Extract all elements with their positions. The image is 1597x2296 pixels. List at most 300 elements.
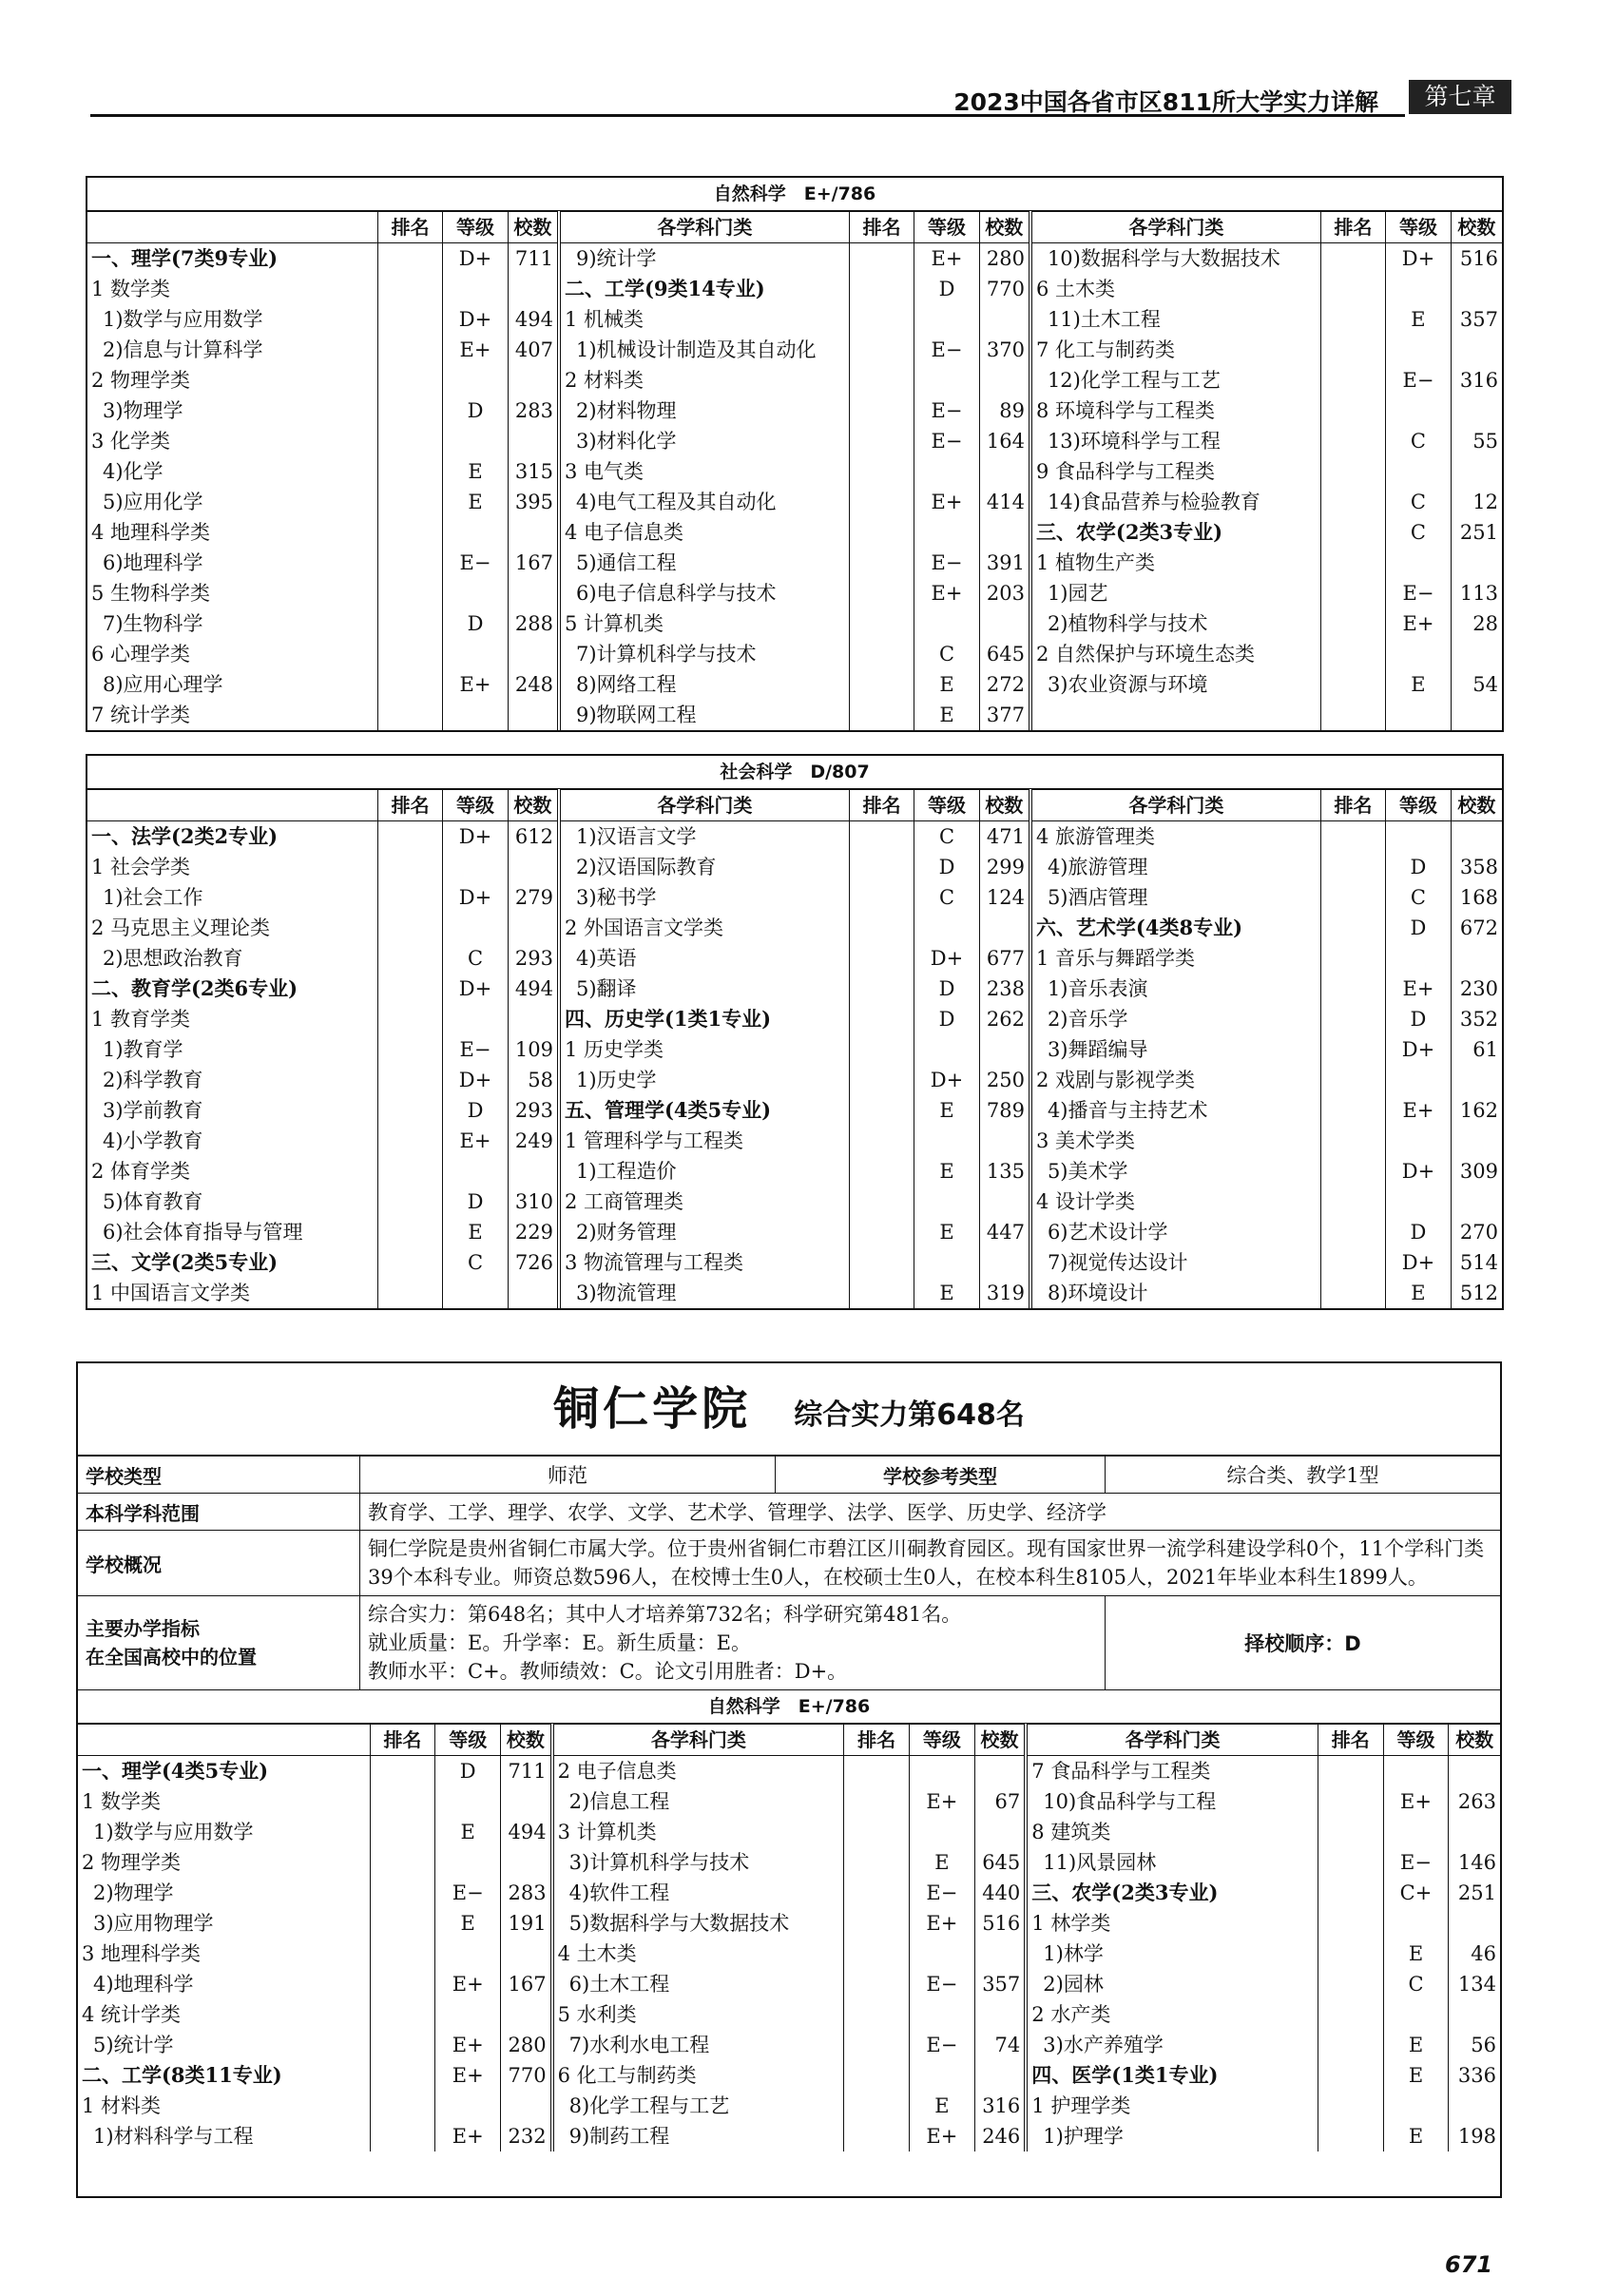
count-cell: 288 bbox=[508, 608, 559, 639]
rank-cell bbox=[1318, 1969, 1383, 1999]
subject-cell: 8)环境设计 bbox=[1030, 1278, 1320, 1308]
choice-order: 择校顺序：D bbox=[1106, 1596, 1501, 1690]
rank-cell bbox=[377, 669, 442, 700]
rank-cell bbox=[849, 274, 914, 304]
rank-cell bbox=[1320, 396, 1385, 426]
table-body bbox=[87, 243, 1502, 731]
count-cell: 357 bbox=[1451, 304, 1502, 335]
rank-cell bbox=[849, 1247, 914, 1278]
level-cell bbox=[914, 608, 979, 639]
rank-cell bbox=[1320, 1156, 1385, 1187]
count-cell bbox=[1449, 1756, 1500, 1787]
subject-cell: 12)化学工程与工艺 bbox=[1030, 365, 1320, 396]
rank-cell bbox=[377, 1278, 442, 1308]
table-header-row bbox=[78, 1725, 1500, 1756]
subject-cell: 4)地理科学 bbox=[93, 1973, 194, 1996]
subject-cell: 三、农学(2类3专业) bbox=[1030, 517, 1320, 548]
rank-cell bbox=[370, 1847, 435, 1878]
subject-cell: 7 统计学类 bbox=[91, 704, 191, 726]
col-header-rank: 排名 bbox=[1320, 212, 1385, 243]
level-cell: E bbox=[909, 2091, 974, 2121]
rank-cell bbox=[1320, 487, 1385, 517]
count-cell: 238 bbox=[979, 974, 1030, 1004]
level-cell: E− bbox=[914, 548, 979, 578]
count-cell: 191 bbox=[501, 1908, 552, 1939]
table-row bbox=[78, 1939, 1500, 1969]
rank-cell bbox=[1320, 548, 1385, 578]
count-cell: 280 bbox=[501, 2030, 552, 2060]
rank-cell bbox=[377, 548, 442, 578]
count-cell bbox=[501, 1786, 552, 1817]
table-header-row bbox=[87, 790, 1502, 821]
ref-type-label: 学校参考类型 bbox=[776, 1457, 1106, 1494]
subject-cell: 2)科学教育 bbox=[103, 1069, 203, 1091]
col-header-level: 等级 bbox=[914, 212, 979, 243]
indicator-label-line: 在全国高校中的位置 bbox=[86, 1646, 257, 1669]
level-cell bbox=[909, 2060, 974, 2091]
rank-cell bbox=[1320, 274, 1385, 304]
count-cell: 293 bbox=[508, 1095, 559, 1126]
subject-cell: 2 自然保护与环境生态类 bbox=[1030, 639, 1320, 669]
subject-cell: 4)英语 bbox=[559, 943, 849, 974]
subject-cell: 5)应用化学 bbox=[103, 491, 203, 513]
rank-cell bbox=[849, 700, 914, 730]
count-cell: 55 bbox=[1451, 426, 1502, 456]
subject-cell: 14)食品营养与检验教育 bbox=[1030, 487, 1320, 517]
col-header-rank: 排名 bbox=[849, 790, 914, 821]
subject-cell: 3)水产养殖学 bbox=[1026, 2030, 1318, 2060]
subject-cell: 2 工商管理类 bbox=[559, 1187, 849, 1217]
table-row bbox=[87, 1278, 1502, 1308]
rank-cell bbox=[1318, 1939, 1383, 1969]
level-cell bbox=[909, 1756, 974, 1787]
level-cell: E− bbox=[435, 1878, 501, 1908]
subject-cell: 1)园艺 bbox=[1030, 578, 1320, 608]
rank-cell bbox=[1320, 1095, 1385, 1126]
count-cell: 440 bbox=[974, 1878, 1026, 1908]
count-cell: 315 bbox=[508, 456, 559, 487]
table-row bbox=[78, 1999, 1500, 2030]
subject-cell: 2 水产类 bbox=[1026, 1999, 1318, 2030]
rank-cell bbox=[377, 243, 442, 275]
level-cell: D bbox=[1386, 1217, 1451, 1247]
rank-cell bbox=[1320, 852, 1385, 882]
subject-cell: 7 化工与制药类 bbox=[1030, 335, 1320, 365]
level-cell bbox=[1386, 274, 1451, 304]
level-cell bbox=[443, 274, 508, 304]
count-cell bbox=[501, 1847, 552, 1878]
count-cell: 512 bbox=[1451, 1278, 1502, 1308]
rank-cell bbox=[849, 669, 914, 700]
count-cell bbox=[974, 1756, 1026, 1787]
count-cell: 167 bbox=[501, 1969, 552, 1999]
subject-cell: 二、工学(8类11专业) bbox=[82, 2063, 282, 2087]
level-cell: E bbox=[1383, 2060, 1449, 2091]
count-cell: 232 bbox=[501, 2121, 552, 2151]
count-cell: 352 bbox=[1451, 1004, 1502, 1034]
indicator-line: 综合实力：第648名；其中人才培养第732名；科学研究第481名。 bbox=[368, 1603, 962, 1626]
subject-cell: 三、文学(2类5专业) bbox=[91, 1250, 279, 1274]
count-cell bbox=[508, 1156, 559, 1187]
level-cell: E bbox=[909, 1847, 974, 1878]
indicator-label bbox=[78, 1596, 360, 1690]
count-cell: 162 bbox=[1451, 1095, 1502, 1126]
count-cell bbox=[501, 2091, 552, 2121]
rank-cell bbox=[1318, 1999, 1383, 2030]
rank-cell bbox=[377, 578, 442, 608]
subject-cell: 1 音乐与舞蹈学类 bbox=[1030, 943, 1320, 974]
count-cell bbox=[508, 517, 559, 548]
subject-cell: 9 食品科学与工程类 bbox=[1030, 456, 1320, 487]
level-cell bbox=[443, 517, 508, 548]
subject-cell: 2 戏剧与影视学类 bbox=[1030, 1065, 1320, 1095]
rank-cell bbox=[849, 335, 914, 365]
rank-cell bbox=[844, 1969, 910, 1999]
count-cell: 645 bbox=[979, 639, 1030, 669]
table-row bbox=[87, 335, 1502, 365]
count-cell: 672 bbox=[1451, 913, 1502, 943]
count-cell: 229 bbox=[508, 1217, 559, 1247]
count-cell bbox=[508, 1004, 559, 1034]
table-row bbox=[78, 2091, 1500, 2121]
level-cell: E bbox=[914, 1278, 979, 1308]
level-cell: D bbox=[914, 852, 979, 882]
count-cell: 270 bbox=[1451, 1217, 1502, 1247]
count-cell bbox=[508, 578, 559, 608]
count-cell: 414 bbox=[979, 487, 1030, 517]
rank-cell bbox=[1318, 2030, 1383, 2060]
col-header-subject: 各学科门类 bbox=[559, 790, 849, 821]
count-cell: 726 bbox=[508, 1247, 559, 1278]
subject-cell: 1 社会学类 bbox=[91, 856, 191, 878]
count-cell bbox=[979, 456, 1030, 487]
rank-cell bbox=[1320, 639, 1385, 669]
rank-cell bbox=[1318, 1908, 1383, 1939]
level-cell: E+ bbox=[435, 1969, 501, 1999]
subject-cell: 7)水利水电工程 bbox=[552, 2030, 844, 2060]
table-row bbox=[87, 669, 1502, 700]
subject-cell: 一、理学(4类5专业) bbox=[82, 1759, 269, 1783]
rank-cell bbox=[844, 1847, 910, 1878]
count-cell: 113 bbox=[1451, 578, 1502, 608]
subject-cell: 1)机械设计制造及其自动化 bbox=[559, 335, 849, 365]
count-cell bbox=[979, 304, 1030, 335]
subject-cell: 2)植物科学与技术 bbox=[1030, 608, 1320, 639]
subject-cell: 2 物理学类 bbox=[82, 1851, 182, 1874]
level-cell: D bbox=[1386, 1004, 1451, 1034]
rank-cell bbox=[849, 882, 914, 913]
count-cell bbox=[974, 1939, 1026, 1969]
count-cell: 89 bbox=[979, 396, 1030, 426]
subject-cell: 5)数据科学与大数据技术 bbox=[552, 1908, 844, 1939]
subject-cell: 3)舞蹈编导 bbox=[1030, 1034, 1320, 1065]
count-cell: 516 bbox=[974, 1908, 1026, 1939]
subject-cell: 4)软件工程 bbox=[552, 1878, 844, 1908]
rank-cell bbox=[377, 1187, 442, 1217]
count-cell: 262 bbox=[979, 1004, 1030, 1034]
subject-cell: 6 心理学类 bbox=[91, 643, 191, 666]
table-row bbox=[87, 304, 1502, 335]
rank-cell bbox=[849, 456, 914, 487]
indicator-values bbox=[360, 1596, 1106, 1690]
count-cell: 316 bbox=[1451, 365, 1502, 396]
subject-cell: 5)体育教育 bbox=[103, 1190, 203, 1213]
level-cell bbox=[443, 1156, 508, 1187]
rank-cell bbox=[377, 608, 442, 639]
subject-cell: 5 生物科学类 bbox=[91, 582, 211, 605]
subject-cell: 三、农学(2类3专业) bbox=[1026, 1878, 1318, 1908]
rank-cell bbox=[377, 882, 442, 913]
count-cell: 711 bbox=[501, 1756, 552, 1787]
level-cell: E+ bbox=[443, 335, 508, 365]
col-header-count: 校数 bbox=[508, 790, 559, 821]
subject-cell: 1)历史学 bbox=[559, 1065, 849, 1095]
count-cell bbox=[1451, 1126, 1502, 1156]
rank-cell bbox=[377, 487, 442, 517]
level-cell bbox=[443, 578, 508, 608]
table-row bbox=[87, 821, 1502, 853]
level-cell bbox=[914, 913, 979, 943]
subject-cell: 1)音乐表演 bbox=[1030, 974, 1320, 1004]
table-row bbox=[87, 1095, 1502, 1126]
level-cell: D+ bbox=[1386, 1247, 1451, 1278]
subject-cell: 3 计算机类 bbox=[552, 1817, 844, 1847]
level-cell: E+ bbox=[435, 2121, 501, 2151]
rank-cell bbox=[377, 304, 442, 335]
subject-cell: 1 中国语言文学类 bbox=[91, 1282, 251, 1304]
col-header-count: 校数 bbox=[1449, 1725, 1500, 1756]
count-cell: 251 bbox=[1451, 517, 1502, 548]
table-row bbox=[87, 1126, 1502, 1156]
table-row bbox=[87, 243, 1502, 275]
count-cell: 293 bbox=[508, 943, 559, 974]
subject-cell: 1)汉语言文学 bbox=[559, 821, 849, 853]
subject-cell: 2)音乐学 bbox=[1030, 1004, 1320, 1034]
rank-cell bbox=[370, 2121, 435, 2151]
subject-cell: 3)农业资源与环境 bbox=[1030, 669, 1320, 700]
count-cell: 146 bbox=[1449, 1847, 1500, 1878]
table-row bbox=[78, 1817, 1500, 1847]
level-cell bbox=[914, 365, 979, 396]
rank-cell bbox=[849, 1217, 914, 1247]
subject-cell: 1)数学与应用数学 bbox=[103, 308, 263, 331]
rank-cell bbox=[844, 1908, 910, 1939]
subject-cell: 2 电子信息类 bbox=[552, 1756, 844, 1787]
col-header-count: 校数 bbox=[974, 1725, 1026, 1756]
level-cell: E− bbox=[1386, 365, 1451, 396]
count-cell: 46 bbox=[1449, 1939, 1500, 1969]
rank-cell bbox=[377, 639, 442, 669]
level-cell: D+ bbox=[1386, 1034, 1451, 1065]
rank-cell bbox=[849, 943, 914, 974]
type-label: 学校类型 bbox=[78, 1457, 360, 1494]
level-cell: D bbox=[1386, 852, 1451, 882]
subject-cell: 2)信息与计算科学 bbox=[103, 338, 263, 361]
subject-cell: 2)材料物理 bbox=[559, 396, 849, 426]
count-cell: 299 bbox=[979, 852, 1030, 882]
count-cell bbox=[1451, 335, 1502, 365]
level-cell: D+ bbox=[1386, 243, 1451, 275]
count-cell: 12 bbox=[1451, 487, 1502, 517]
level-cell: E+ bbox=[909, 2121, 974, 2151]
count-cell: 516 bbox=[1451, 243, 1502, 275]
subject-cell: 3 物流管理与工程类 bbox=[559, 1247, 849, 1278]
rank-cell bbox=[377, 852, 442, 882]
table-row bbox=[87, 517, 1502, 548]
col-header-rank: 排名 bbox=[1320, 790, 1385, 821]
col-header-rank: 排名 bbox=[370, 1725, 435, 1756]
level-cell bbox=[914, 456, 979, 487]
type-value: 师范 bbox=[360, 1457, 776, 1494]
subject-cell: 1 教育学类 bbox=[91, 1008, 191, 1031]
count-cell: 283 bbox=[508, 396, 559, 426]
rank-cell bbox=[1318, 1756, 1383, 1787]
count-cell: 54 bbox=[1451, 669, 1502, 700]
count-cell: 514 bbox=[1451, 1247, 1502, 1278]
subject-cell: 2)财务管理 bbox=[559, 1217, 849, 1247]
table-row bbox=[87, 1217, 1502, 1247]
subject-cell: 二、工学(9类14专业) bbox=[559, 274, 849, 304]
ref-type-value: 综合类、教学1型 bbox=[1106, 1457, 1501, 1494]
rank-cell bbox=[844, 2060, 910, 2091]
level-cell: E+ bbox=[909, 1908, 974, 1939]
count-cell: 377 bbox=[979, 700, 1030, 730]
level-cell: E− bbox=[914, 396, 979, 426]
rank-cell bbox=[844, 2121, 910, 2151]
subject-cell: 2)信息工程 bbox=[552, 1786, 844, 1817]
col-header-level: 等级 bbox=[435, 1725, 501, 1756]
subject-cell: 6 化工与制药类 bbox=[552, 2060, 844, 2091]
count-cell bbox=[1451, 639, 1502, 669]
count-cell: 246 bbox=[974, 2121, 1026, 2151]
level-cell: E− bbox=[1383, 1847, 1449, 1878]
count-cell: 612 bbox=[508, 821, 559, 853]
subject-cell: 4)小学教育 bbox=[103, 1129, 203, 1152]
rank-cell bbox=[1318, 2060, 1383, 2091]
info-row-indicators bbox=[78, 1596, 1500, 1690]
count-cell: 407 bbox=[508, 335, 559, 365]
subject-cell: 4 旅游管理类 bbox=[1030, 821, 1320, 853]
rank-cell bbox=[377, 426, 442, 456]
rank-cell bbox=[844, 1878, 910, 1908]
table-row bbox=[87, 1156, 1502, 1187]
level-cell: E bbox=[1386, 1278, 1451, 1308]
level-cell bbox=[909, 1999, 974, 2030]
ranking-table bbox=[87, 211, 1502, 730]
level-cell: D+ bbox=[443, 243, 508, 275]
subject-cell: 4 土木类 bbox=[552, 1939, 844, 1969]
level-cell bbox=[1386, 1126, 1451, 1156]
table-row bbox=[87, 365, 1502, 396]
count-cell: 494 bbox=[508, 304, 559, 335]
level-cell: E+ bbox=[443, 669, 508, 700]
level-cell: C bbox=[1386, 882, 1451, 913]
rank-cell bbox=[377, 1095, 442, 1126]
subject-cell: 3 化学类 bbox=[91, 430, 171, 453]
count-cell bbox=[1451, 456, 1502, 487]
count-cell: 134 bbox=[1449, 1969, 1500, 1999]
scope-label: 本科学科范围 bbox=[78, 1494, 360, 1531]
table-row bbox=[87, 1247, 1502, 1278]
indicator-label-line: 主要办学指标 bbox=[86, 1617, 200, 1640]
rank-cell bbox=[849, 1004, 914, 1034]
table-row bbox=[78, 1847, 1500, 1878]
subject-cell: 5)酒店管理 bbox=[1030, 882, 1320, 913]
rank-cell bbox=[849, 1187, 914, 1217]
level-cell bbox=[914, 1247, 979, 1278]
subject-cell: 9)物联网工程 bbox=[559, 700, 849, 730]
level-cell bbox=[1383, 1756, 1449, 1787]
level-cell: E+ bbox=[443, 1126, 508, 1156]
col-header-subject: 各学科门类 bbox=[1026, 1725, 1318, 1756]
subject-cell: 1)教育学 bbox=[103, 1038, 183, 1061]
rank-cell bbox=[377, 1217, 442, 1247]
subject-cell: 5)美术学 bbox=[1030, 1156, 1320, 1187]
rank-cell bbox=[1320, 1004, 1385, 1034]
level-cell: E+ bbox=[1386, 608, 1451, 639]
level-cell: E+ bbox=[1386, 1095, 1451, 1126]
level-cell bbox=[1386, 335, 1451, 365]
level-cell: C+ bbox=[1383, 1878, 1449, 1908]
level-cell: E− bbox=[914, 426, 979, 456]
count-cell: 230 bbox=[1451, 974, 1502, 1004]
subject-cell: 2 材料类 bbox=[559, 365, 849, 396]
count-cell: 249 bbox=[508, 1126, 559, 1156]
rank-cell bbox=[377, 1004, 442, 1034]
subject-cell: 1)材料科学与工程 bbox=[93, 2125, 254, 2148]
subject-cell: 3 电气类 bbox=[559, 456, 849, 487]
table-row bbox=[87, 548, 1502, 578]
rank-cell bbox=[849, 1034, 914, 1065]
subject-cell: 四、医学(1类1专业) bbox=[1026, 2060, 1318, 2091]
rank-cell bbox=[849, 1156, 914, 1187]
level-cell: E bbox=[1383, 1939, 1449, 1969]
subject-cell: 4)播音与主持艺术 bbox=[1030, 1095, 1320, 1126]
rank-cell bbox=[844, 1756, 910, 1787]
table-row bbox=[78, 2060, 1500, 2091]
col-header-level: 等级 bbox=[909, 1725, 974, 1756]
count-cell bbox=[974, 2060, 1026, 2091]
level-cell bbox=[1386, 639, 1451, 669]
table-row bbox=[87, 700, 1502, 730]
page-header bbox=[90, 84, 1511, 118]
level-cell bbox=[435, 1999, 501, 2030]
rank-cell bbox=[1320, 608, 1385, 639]
subject-cell: 2)思想政治教育 bbox=[103, 947, 243, 970]
rank-cell bbox=[849, 426, 914, 456]
level-cell: C bbox=[443, 1247, 508, 1278]
subject-cell: 6)地理科学 bbox=[103, 551, 203, 574]
col-header-rank: 排名 bbox=[377, 212, 442, 243]
subject-cell: 5)通信工程 bbox=[559, 548, 849, 578]
rank-cell bbox=[1320, 1034, 1385, 1065]
rank-cell bbox=[1320, 365, 1385, 396]
level-cell: E+ bbox=[909, 1786, 974, 1817]
count-cell bbox=[1451, 943, 1502, 974]
subject-cell: 3 地理科学类 bbox=[82, 1942, 202, 1965]
subject-cell: 2)物理学 bbox=[93, 1881, 174, 1904]
count-cell: 272 bbox=[979, 669, 1030, 700]
level-cell: E bbox=[914, 1156, 979, 1187]
subject-cell: 3)物理学 bbox=[103, 399, 183, 422]
table-row bbox=[87, 578, 1502, 608]
level-cell: D+ bbox=[443, 882, 508, 913]
count-cell bbox=[1449, 1817, 1500, 1847]
level-cell: E bbox=[443, 1217, 508, 1247]
count-cell: 677 bbox=[979, 943, 1030, 974]
level-cell bbox=[1386, 700, 1451, 730]
col-header-subject: 各学科门类 bbox=[559, 212, 849, 243]
